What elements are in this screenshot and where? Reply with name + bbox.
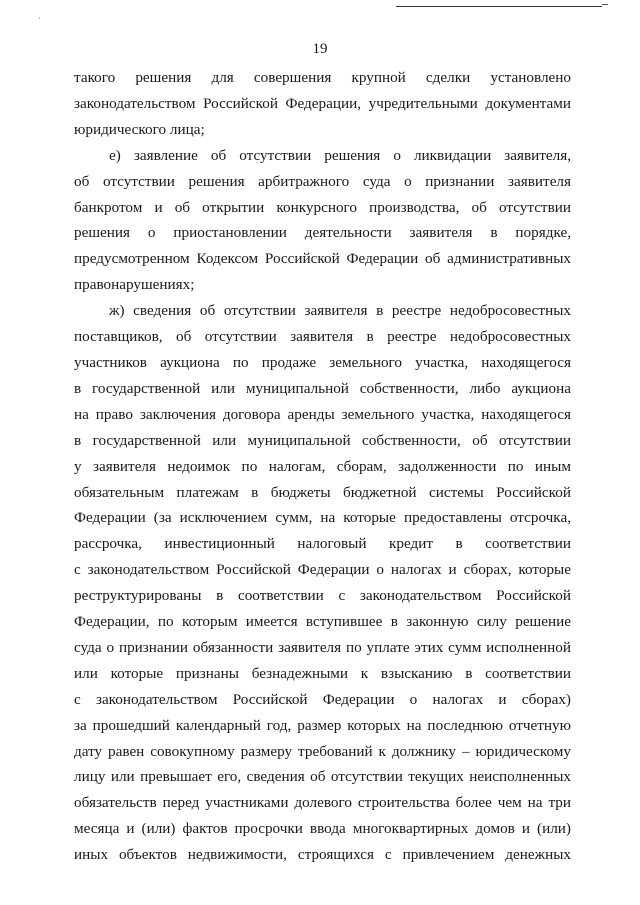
text-line: е) заявление об отсутствии решения о ликвидации заявителя, [109, 146, 571, 164]
text-line: у заявителя недоимок по налогам, сборам, задолженности по иным [74, 457, 571, 475]
text-line: за прошедший календарный год, размер которых на последнюю отчетную [74, 716, 571, 734]
text-line: дату равен совокупному размеру требований к должнику – юридическому [74, 742, 571, 760]
text-line: обязательным платежам в бюджеты бюджетной системы Российской [74, 483, 571, 501]
paragraph-item-e [74, 143, 571, 298]
text-line: суда о признании обязанности заявителя по уплате этих сумм исполненной [74, 638, 571, 656]
text-line: с законодательством Российской Федерации о налогах и сборах) [74, 690, 571, 708]
text-line: юридического лица; [74, 120, 205, 138]
text-line: в государственной или муниципальной собственности, об отсутствии [74, 431, 571, 449]
text-line: такого решения для совершения крупной сделки установлено [74, 69, 571, 86]
text-line: предусмотренном Кодексом Российской Федерации об административных [74, 250, 571, 268]
top-rule-end [602, 4, 608, 5]
text-line: банкротом и об открытии конкурсного производства, об отсутствии [74, 198, 571, 216]
text-line: месяца и (или) фактов просрочки ввода многоквартирных домов и (или) [74, 820, 571, 838]
text-line: обязательств перед участниками долевого строительства более чем на три [74, 794, 571, 812]
text-line: правонарушениях; [74, 276, 195, 294]
text-line: ж) сведения об отсутствии заявителя в реестре недобросовестных [109, 302, 571, 320]
text-line: реструктурированы в соответствии с законодательством Российской [74, 587, 571, 605]
text-line: рассрочка, инвестиционный налоговый кредит в соответствии [74, 535, 571, 553]
text-line: на право заключения договора аренды земельного участка, находящегося [74, 405, 571, 423]
text-line: законодательством Российской Федерации, учредительными документами [74, 94, 571, 112]
text-line: или которые признаны безнадежными к взысканию в соответствии [74, 664, 571, 682]
paragraph-item-zh [74, 298, 571, 868]
text-line: решения о приостановлении деятельности заявителя в порядке, [74, 224, 571, 242]
text-line: об отсутствии решения арбитражного суда о признании заявителя [74, 172, 571, 190]
paragraph-continuation [74, 65, 571, 143]
page-number: 19 [312, 41, 328, 57]
text-line: лицу или превышает его, сведения об отсутствии текущих неисполненных [74, 768, 571, 786]
text-line: Федерации (за исключением сумм, на которые предоставлены отсрочка, [74, 509, 571, 527]
text-line: в государственной или муниципальной собственности, либо аукциона [74, 379, 571, 397]
text-line: Федерации, по которым имеется вступившее в законную силу решение [74, 613, 571, 631]
document-body [74, 65, 571, 868]
top-rule [396, 6, 602, 7]
text-line: поставщиков, об отсутствии заявителя в реестре недобросовестных [74, 328, 571, 346]
text-line: с законодательством Российской Федерации о налогах и сборах, которые [74, 561, 571, 579]
text-line: участников аукциона по продаже земельного участка, находящегося [74, 353, 571, 371]
text-line: иных объектов недвижимости, строящихся с привлечением денежных [74, 846, 571, 864]
corner-mark: · [38, 13, 41, 23]
